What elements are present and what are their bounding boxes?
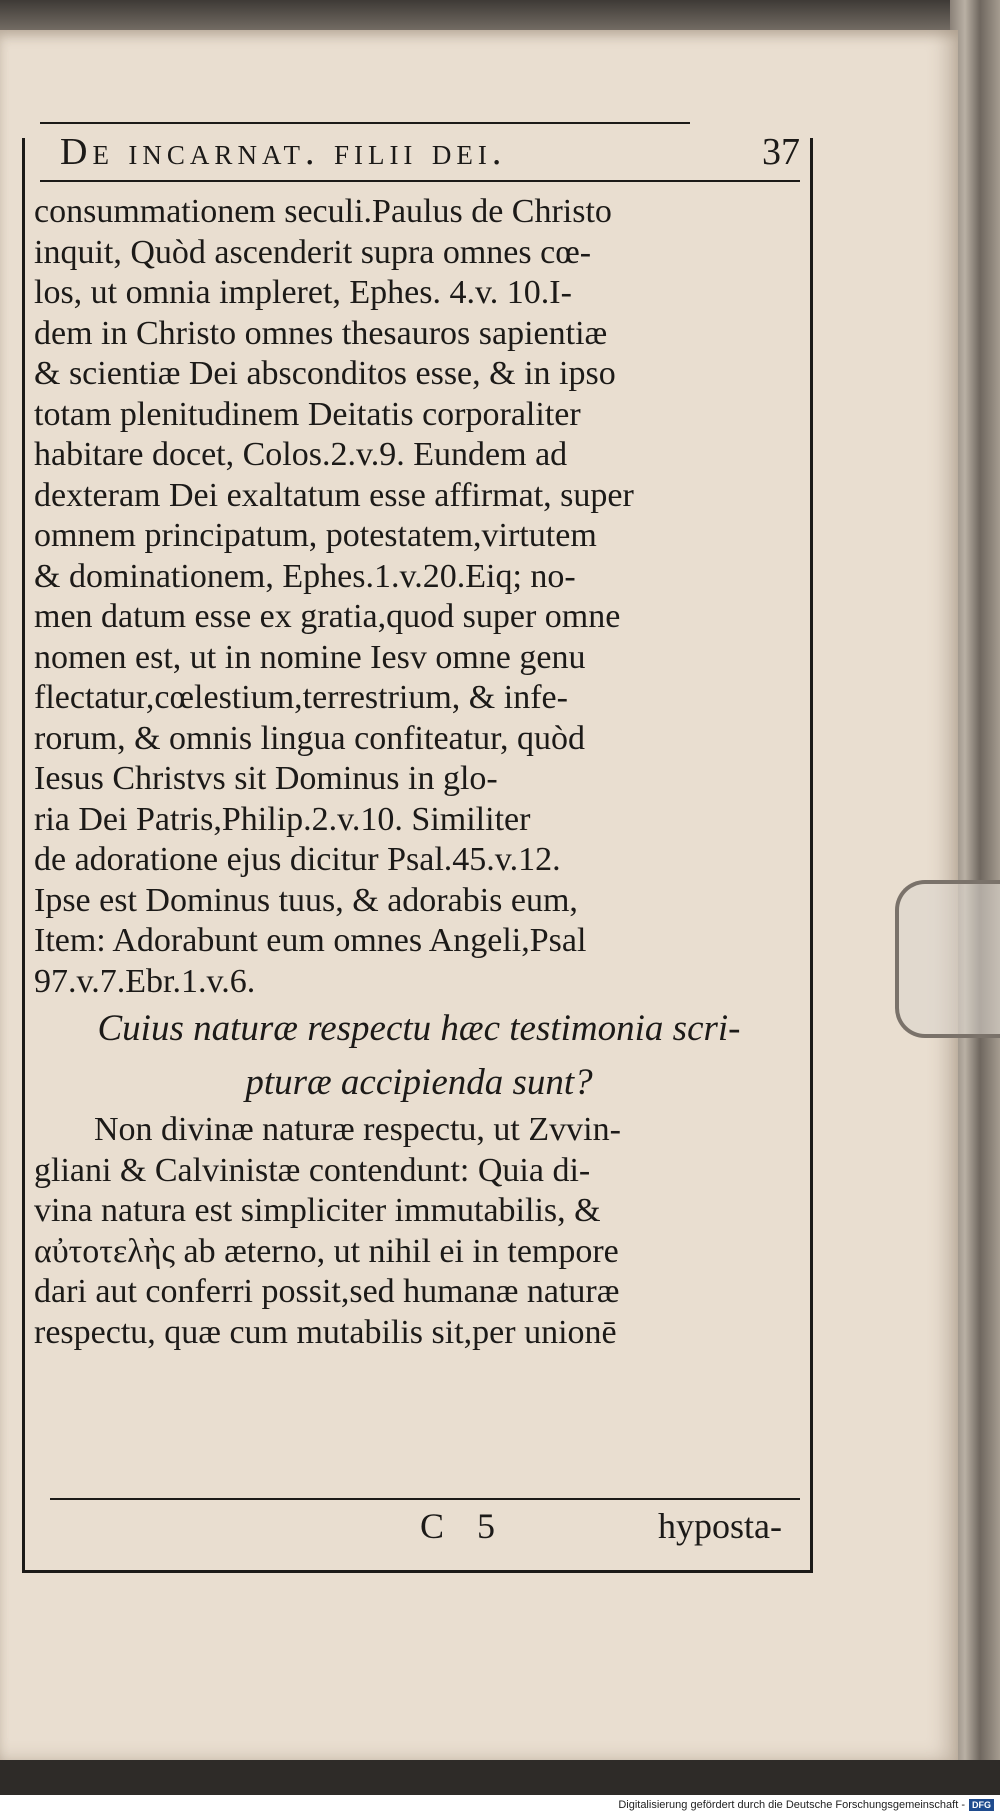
text-line: & dominationem, Ephes.1.v.20.Eiq; no- xyxy=(34,557,576,595)
text-line: Iesus Christvs sit Dominus in glo- xyxy=(34,760,498,797)
text-line: nomen est, ut in nomine Iesv omne genu xyxy=(34,638,586,676)
text-line: vina natura est simpliciter immutabilis, & xyxy=(34,1192,601,1229)
text-line: rorum, & omnis lingua confiteatur, quòd xyxy=(34,719,586,757)
text-line: dari aut conferri possit,sed humanæ naturæ xyxy=(34,1273,620,1310)
text-line: los, ut omnia impleret, Ephes. 4.v. 10.I- xyxy=(34,274,572,311)
catchword: hyposta- xyxy=(658,1506,782,1546)
text-line: gliani & Calvinistæ contendunt: Quia di- xyxy=(34,1151,591,1189)
answer-paragraph xyxy=(34,1110,804,1353)
signature-mark: C 5 xyxy=(420,1506,508,1546)
text-line: omnem principatum, potestatem,virtutem xyxy=(34,517,597,554)
text-line: αὐτοτελὴς ab æterno, ut nihil ei in tempore xyxy=(34,1232,619,1270)
text-line: flectatur,cœlestium,terrestrium, & infe- xyxy=(34,679,568,716)
text-line: totam plenitudinem Deitatis corporaliter xyxy=(34,395,581,433)
text-line: de adoratione ejus dicitur Psal.45.v.12. xyxy=(34,841,561,878)
text-line: ria Dei Patris,Philip.2.v.10. Similiter xyxy=(34,800,531,838)
text-line: respectu, quæ cum mutabilis sit,per unionē xyxy=(34,1313,617,1351)
running-title: De incarnat. filii dei. xyxy=(60,131,507,173)
running-header xyxy=(60,130,800,180)
question-line: Cuius naturæ respectu hæc testimonia scri- xyxy=(97,1008,741,1049)
text-line: & scientiæ Dei absconditos esse, & in ipso xyxy=(34,355,616,392)
question-line: pturæ accipienda sunt? xyxy=(245,1062,593,1103)
page-number: 37 xyxy=(762,131,800,173)
digitization-footer xyxy=(0,1795,1000,1815)
header-bottom-rule xyxy=(40,180,800,182)
text-line: consummationem seculi.Paulus de Christo xyxy=(34,193,612,230)
main-text xyxy=(34,192,804,1353)
scan-bottom-edge xyxy=(0,1760,1000,1795)
text-line: dexteram Dei exaltatum esse affirmat, super xyxy=(34,476,634,514)
paragraph-1 xyxy=(34,192,804,1002)
text-line: men datum esse ex gratia,quod super omne xyxy=(34,598,621,635)
book-clasp xyxy=(895,880,1000,1038)
text-line: Non divinæ naturæ respectu, ut Zvvin- xyxy=(94,1111,621,1148)
digitization-credit: Digitalisierung gefördert durch die Deutsche Forschungsgemeinschaft - xyxy=(618,1799,965,1811)
footer-rule xyxy=(50,1498,800,1500)
text-line: Ipse est Dominus tuus, & adorabis eum, xyxy=(34,881,578,919)
text-line: habitare docet, Colos.2.v.9. Eundem ad xyxy=(34,436,568,473)
text-line: 97.v.7.Ebr.1.v.6. xyxy=(34,962,256,1000)
text-line: inquit, Quòd ascenderit supra omnes cœ- xyxy=(34,233,592,271)
dfg-logo: DFG xyxy=(969,1799,994,1811)
header-top-rule xyxy=(40,122,690,124)
question-heading xyxy=(34,1002,804,1110)
text-line: Item: Adorabunt eum omnes Angeli,Psal xyxy=(34,922,587,959)
text-line: dem in Christo omnes thesauros sapientiæ xyxy=(34,314,608,352)
